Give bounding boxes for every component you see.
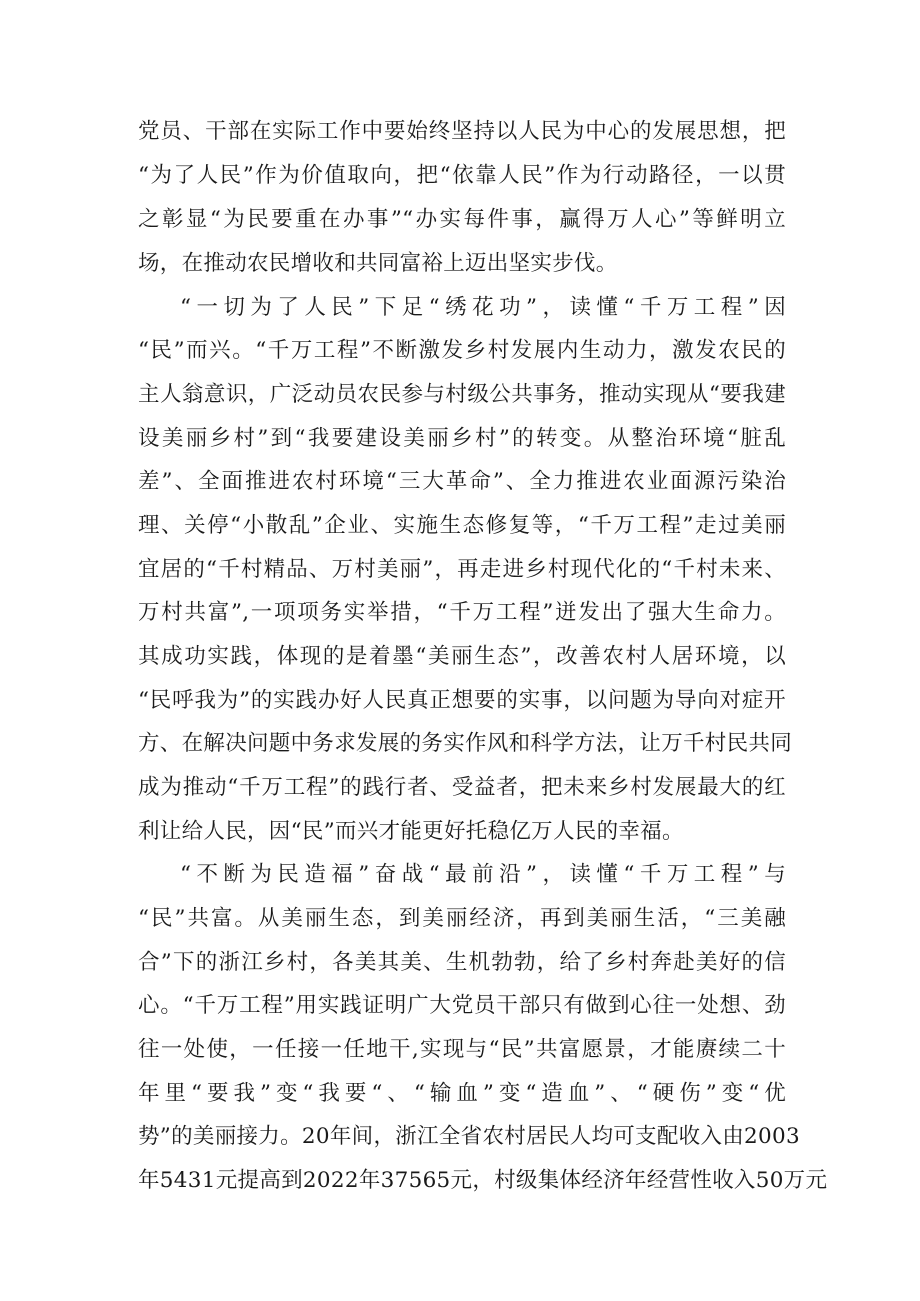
paragraph-2-line-6: 理、关停“小散乱”企业、实施生态修复等，“千万工程”走过美丽 xyxy=(138,513,786,538)
paragraph-2-line-5: 差”、全面推进农村环境“三大革命”、全力推进农业面源污染治 xyxy=(138,469,786,494)
paragraph-2-line-11: 方、在解决问题中务求发展的务实作风和科学方法，让万千村民共同 xyxy=(138,731,793,756)
paragraph-2-line-2: “民”而兴。“千万工程”不断激发乡村发展内生动力，激发农民的 xyxy=(138,338,786,363)
paragraph-2-line-9: 其成功实践，体现的是着墨“美丽生态”，改善农村人居环境，以 xyxy=(138,644,786,669)
paragraph-2-line-1: “一切为了人民”下足“绣花功”，读懂“千万工程”因 xyxy=(180,295,786,320)
paragraph-2-line-3: 主人翁意识，广泛动员农民参与村级公共事务，推动实现从“要我建 xyxy=(138,382,786,407)
paragraph-2-line-7: 宜居的“千村精品、万村美丽”，再走进乡村现代化的“千村未来、 xyxy=(138,557,786,582)
paragraph-3-line-8: 年5431元提高到2022年37565元，村级集体经济年经营性收入50万元 xyxy=(138,1168,828,1193)
paragraph-2-line-13: 利让给人民，因“民”而兴才能更好托稳亿万人民的幸福。 xyxy=(138,819,684,844)
paragraph-1-line-2: “为了人民”作为价值取向，把“依靠人民”作为行动路径，一以贯 xyxy=(138,163,786,188)
paragraph-1-line-3: 之彰显“为民要重在办事”“办实每件事，赢得万人心”等鲜明立 xyxy=(138,207,786,232)
paragraph-3-line-4: 心。“千万工程”用实践证明广大党员干部只有做到心往一处想、劲 xyxy=(138,993,786,1018)
paragraph-2-line-8: 万村共富”,一项项务实举措，“千万工程”迸发出了强大生命力。 xyxy=(138,600,786,625)
paragraph-2-line-10: “民呼我为”的实践办好人民真正想要的实事，以问题为导向对症开 xyxy=(138,688,786,713)
paragraph-3-line-1: “不断为民造福”奋战“最前沿”，读懂“千万工程”与 xyxy=(180,862,786,887)
paragraph-1-line-1: 党员、干部在实际工作中要始终坚持以人民为中心的发展思想，把 xyxy=(138,119,786,144)
paragraph-3-line-6: 年里“要我”变“我要“、“输血”变“造血”、“硬伤”变“优 xyxy=(138,1081,786,1106)
paragraph-3-line-7: 势”的美丽接力。20年间，浙江全省农村居民人均可支配收入由2003 xyxy=(138,1124,800,1149)
paragraph-3-line-2: “民”共富。从美丽生态，到美丽经济，再到美丽生活，“三美融 xyxy=(138,906,786,931)
paragraph-3-line-3: 合”下的浙江乡村，各美其美、生机勃勃，给了乡村奔赴美好的信 xyxy=(138,950,786,975)
paragraph-3-line-5: 往一处使，一任接一任地干,实现与“民”共富愿景，才能赓续二十 xyxy=(138,1037,786,1062)
paragraph-2-line-12: 成为推动“千万工程”的践行者、受益者，把未来乡村发展最大的红 xyxy=(138,775,786,800)
paragraph-1-line-4: 场，在推动农民增收和共同富裕上迈出坚实步伐。 xyxy=(138,251,618,276)
paragraph-2-line-4: 设美丽乡村”到“我要建设美丽乡村”的转变。从整治环境“脏乱 xyxy=(138,426,786,451)
